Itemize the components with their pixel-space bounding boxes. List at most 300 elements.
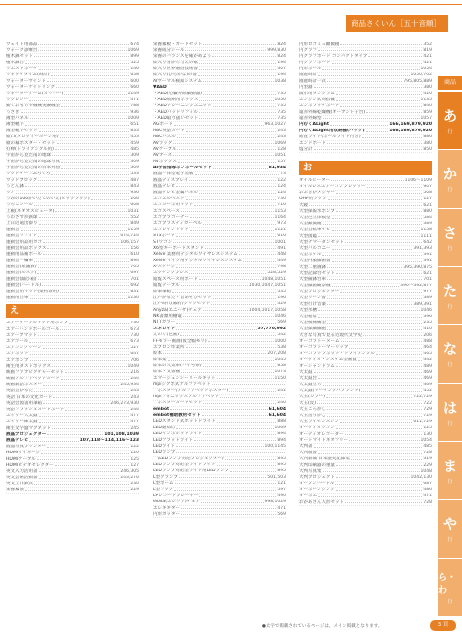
- dot-leader: [332, 63, 423, 64]
- index-entry-name: 遠赤外線乾燥機(オーブント子台): [299, 110, 366, 115]
- dot-leader: [199, 279, 261, 280]
- index-column-1: [6, 42, 139, 494]
- index-entry-page: 1045: [274, 357, 286, 363]
- index-entry-name: 大型顕微鏡: [299, 221, 322, 227]
- dot-leader: [51, 174, 129, 175]
- dot-leader: [199, 118, 276, 119]
- dot-leader: [368, 56, 422, 57]
- index-entry[interactable]: [153, 512, 286, 518]
- kana-tab-suffix: 行: [447, 479, 453, 486]
- index-entry-name: 歌の幕ポスター・セット: [6, 141, 56, 146]
- index-entry-page: 61,604: [268, 413, 286, 418]
- index-entry-name: 大型粘着: [299, 314, 317, 319]
- dot-leader: [189, 180, 276, 181]
- index-entry-page: 1054: [420, 438, 432, 443]
- index-entry-name: エアーテーブルマット用ボンプ: [6, 320, 69, 326]
- dot-leader: [172, 292, 276, 293]
- index-entry-name: ST3ボード: [153, 233, 175, 239]
- dot-leader: [176, 428, 273, 429]
- dot-leader: [199, 496, 276, 497]
- index-entry-name: 運動会用品用カゴ: [6, 240, 42, 245]
- dot-leader: [340, 422, 412, 423]
- dot-leader: [57, 143, 130, 144]
- index-entry-name: 運動会: [6, 227, 20, 233]
- dot-leader: [322, 255, 422, 256]
- index-entry-name: 運動用品補ボール: [6, 252, 42, 257]
- dot-leader: [239, 254, 277, 255]
- index-entry-name: ウッドブロック: [6, 178, 38, 183]
- dot-leader: [53, 397, 129, 398]
- index-entry-page: 166,169,879,920: [389, 122, 432, 127]
- dot-leader: [39, 224, 130, 225]
- dot-leader: [367, 187, 423, 188]
- dot-leader: [56, 87, 129, 88]
- index-entry-page: 525: [130, 60, 139, 66]
- dot-leader: [225, 459, 277, 460]
- index-entry-page: 1073: [274, 369, 286, 375]
- index-entry-page: 243: [130, 395, 139, 400]
- index-entry-page: 858: [277, 363, 286, 369]
- index-entry-name: 大玉ライセンスシン: [299, 419, 339, 425]
- index-entry-page: 477: [130, 419, 139, 425]
- dot-leader: [327, 329, 422, 330]
- kana-tab[interactable]: [438, 384, 462, 442]
- index-entry-name: 液晶テレビ金属パネル: [153, 190, 198, 195]
- kana-tab[interactable]: [438, 209, 462, 267]
- index-entry-name: HDMIケーブル: [6, 457, 36, 462]
- index-entry-name: オイルレスエアーコンプレッサー: [299, 184, 366, 190]
- dot-leader: [177, 137, 277, 138]
- index-entry-name: オーシャンドラム: [299, 364, 335, 369]
- dot-leader: [21, 112, 130, 113]
- dot-leader: [336, 477, 410, 478]
- index-column-3: [299, 42, 432, 506]
- index-entry-page: 246,273,930: [110, 401, 139, 406]
- index-entry-page: 999,830: [267, 48, 286, 53]
- index-entry-page: 824: [277, 54, 286, 59]
- dot-leader: [38, 180, 129, 181]
- index-entry-name: 栄養成分シール: [153, 48, 185, 53]
- index-entry-name: 液晶写真プリンター: [6, 444, 47, 450]
- index-entry-name: 英文芸術活動書: [6, 475, 38, 481]
- dot-leader: [217, 422, 277, 423]
- dot-leader: [318, 317, 422, 318]
- index-entry-name: LEDスタンド式ホットドライト: [153, 419, 216, 424]
- index-entry-name: オーゴラトーヌーム: [299, 339, 340, 344]
- kana-tab-char: さ: [443, 225, 457, 242]
- index-entry-name: 運動会(踊び箱): [6, 277, 37, 282]
- index-entry-page: 701: [130, 277, 139, 282]
- index-entry-name: HDMIビデオセレクター: [6, 463, 54, 468]
- dot-leader: [60, 329, 129, 330]
- sidebar-label: 商品: [438, 76, 462, 90]
- index-entry-page: 1051: [274, 153, 286, 158]
- index-entry-name: 液晶テレビ: [6, 438, 29, 443]
- index-entry-name: elova(エレヴァ)チェア: [153, 499, 201, 505]
- index-entry-page: 380: [423, 141, 432, 146]
- index-entry-page: 245,934: [120, 382, 139, 388]
- dot-leader: [34, 261, 129, 262]
- index-entry-page: 101,108,1039: [104, 432, 139, 437]
- index-entry-name: 大きな写真で見る近現代文学史: [299, 333, 362, 338]
- index-entry-page: 61,604: [268, 407, 286, 412]
- dot-leader: [336, 273, 422, 274]
- dot-leader: [30, 354, 130, 355]
- dot-leader: [318, 378, 422, 379]
- index-entry-page: 244: [130, 376, 139, 382]
- dot-leader: [327, 298, 422, 299]
- dot-leader: [186, 131, 277, 132]
- index-entry-page: 788: [130, 103, 139, 109]
- dot-leader: [38, 50, 126, 51]
- index-entry-name: 大型ボテル: [299, 252, 322, 258]
- index-entry-page: 894: [277, 431, 286, 437]
- index-entry[interactable]: [6, 488, 139, 494]
- index-entry-name: ウェイト用部品: [6, 42, 38, 47]
- dot-leader: [39, 422, 130, 423]
- index-entry-page: 888: [277, 419, 286, 424]
- index-entry-page: 230: [130, 481, 139, 487]
- kana-tab-char: ま: [443, 459, 457, 476]
- index-entry-page: 687: [423, 481, 432, 487]
- index-entry-page: 651: [130, 122, 139, 127]
- index-entry-name: L型フック: [153, 487, 174, 492]
- dot-leader: [183, 316, 274, 317]
- dot-leader: [341, 341, 423, 342]
- dot-leader: [30, 118, 127, 119]
- dot-leader: [39, 131, 130, 132]
- index-entry-name: 大玉ころがし: [299, 407, 326, 412]
- index-entry-page: 621: [423, 203, 432, 208]
- dot-leader: [185, 50, 266, 51]
- index-entry-name: 大型備鉢台車: [299, 277, 326, 282]
- index-entry-page: 569: [277, 320, 286, 325]
- dot-leader: [213, 168, 268, 169]
- dot-leader: [174, 490, 276, 491]
- index-entry-page: 692: [130, 283, 139, 288]
- index-entry-page: 229: [130, 487, 139, 493]
- index-entry-name: 大太鼓台: [299, 376, 317, 381]
- dot-leader: [361, 391, 422, 392]
- index-entry-name: AVボックス: [153, 159, 177, 165]
- dot-leader: [190, 230, 274, 231]
- index-entry-name: 絵筆筆箱: [153, 289, 171, 294]
- dot-leader: [332, 218, 423, 219]
- index-entry-name: 薄型パネル: [6, 116, 29, 121]
- dot-leader: [52, 428, 129, 429]
- index-entry-page: 569: [277, 512, 286, 517]
- kana-tab[interactable]: [438, 442, 462, 500]
- index-entry-page: 527: [130, 345, 139, 351]
- index-entry-page: 1069: [274, 425, 286, 431]
- index-entry-page: 1048: [420, 469, 432, 474]
- index-entry-name: ABC英語カード: [153, 128, 185, 134]
- index-entry-page: 206: [423, 333, 432, 338]
- index-entry-page: 973: [277, 221, 286, 226]
- index-entry-name: うどん鉢: [6, 184, 24, 189]
- index-entry-page: 538: [277, 345, 286, 350]
- dot-leader: [199, 112, 276, 113]
- index-entry-name: 上日辺竜出掛り: [6, 221, 38, 226]
- index-entry-page: 319: [423, 456, 432, 462]
- dot-leader: [61, 379, 130, 380]
- dot-leader: [34, 484, 129, 485]
- index-entry-page: 469: [423, 376, 432, 381]
- section-heading: え: [6, 304, 139, 318]
- index-entry-name: 運動会(ハードル): [6, 283, 42, 288]
- index-entry-page: 610: [130, 252, 139, 257]
- index-entry-name: 絵本架: [153, 357, 167, 363]
- dot-leader: [220, 397, 285, 398]
- index-entry-name: 塩分計: [299, 147, 313, 152]
- index-entry-page: 533: [130, 171, 139, 177]
- dot-leader: [314, 149, 423, 150]
- index-entry-page: 894: [277, 438, 286, 443]
- index-entry-name: エイサー大太鼓: [6, 413, 38, 419]
- index-entry-page: 130: [423, 432, 432, 437]
- index-entry-page: 735: [277, 110, 286, 115]
- index-entry-name: 大鏡: [299, 203, 308, 208]
- dot-leader: [327, 323, 422, 324]
- index-entry-page: 453: [130, 134, 139, 140]
- dot-leader: [65, 372, 129, 373]
- index-entry-name: 大太鼓: [299, 370, 313, 375]
- index-entry-page: 1004,1017,1058: [248, 308, 286, 313]
- dot-leader: [181, 372, 274, 373]
- dot-leader: [327, 143, 422, 144]
- index-entry-page: 1050,702: [410, 72, 432, 78]
- kana-tab-char: な: [443, 342, 457, 359]
- index-entry-name: 大判新聞 日本歴史記録集: [299, 456, 350, 462]
- index-subheading-label: ▼AED: [153, 85, 167, 90]
- kana-tab[interactable]: [438, 150, 462, 208]
- dot-leader: [336, 100, 420, 101]
- index-entry-page: 963,1027: [264, 122, 286, 127]
- dot-leader: [203, 81, 274, 82]
- index-entry-name: 大型二重画鉢: [299, 265, 326, 270]
- dot-leader: [349, 348, 422, 349]
- index-entry-page: 391: [423, 258, 432, 264]
- dot-leader: [217, 465, 277, 466]
- dot-leader: [34, 391, 129, 392]
- index-entry-page: 735: [277, 91, 286, 96]
- index-entry-name: 絵本: [153, 351, 162, 356]
- index-entry-name: ウォーターサインド: [6, 79, 47, 84]
- index-entry-page: 489: [423, 364, 432, 369]
- kana-tab-char: あ: [443, 109, 457, 126]
- index-entry-name: 円グラフボード: [299, 60, 331, 66]
- dot-leader: [340, 292, 422, 293]
- dot-leader: [336, 193, 422, 194]
- dot-leader: [38, 236, 119, 237]
- index-entry-name: ・AEDトレーニングユニット: [153, 103, 212, 109]
- index-entry-name: embot: [153, 407, 170, 412]
- index-entry-page: 420: [423, 91, 432, 96]
- dot-leader: [336, 465, 422, 466]
- index-entry-page: 730: [130, 333, 139, 338]
- dot-leader: [181, 285, 248, 286]
- dot-leader: [163, 353, 266, 354]
- index-entry-page: 833: [130, 128, 139, 134]
- index-entry-page: 729: [423, 407, 432, 412]
- index-entry-page: 471: [130, 97, 139, 103]
- index-entry-name: 大判印刷器の重量: [299, 463, 335, 468]
- dot-leader: [217, 378, 274, 379]
- index-entry-page: 1159: [127, 227, 139, 233]
- kana-tab[interactable]: [438, 559, 462, 617]
- index-entry-name: 薄型靴下: [6, 122, 24, 127]
- index-entry-name: 動くおもちゃ機械実験機型: [6, 103, 60, 109]
- index-entry-page: 124: [277, 190, 286, 195]
- index-entry-name: 大型緑細細胞: [299, 326, 326, 332]
- index-entry-page: 486: [423, 487, 432, 493]
- index-entry-page: 895: [277, 456, 286, 462]
- dot-leader: [362, 137, 423, 138]
- index-entry-name: 大型バルコニー: [299, 246, 331, 251]
- kana-tab[interactable]: [438, 500, 462, 558]
- index-entry-name: エンドボード: [299, 141, 326, 146]
- index-entry-name: 運動会リフィト: [6, 233, 38, 239]
- index-entry-page: 880: [423, 209, 432, 214]
- index-entry-name: 園庭時計一式: [299, 79, 326, 84]
- dot-leader: [229, 391, 276, 392]
- index-entry-name: エンジン式刈払機: [299, 97, 335, 103]
- kana-tab[interactable]: [438, 92, 462, 150]
- index-entry-name: 江戸かるた・昔あそびセット: [153, 295, 212, 301]
- index-entry-page: 124: [277, 184, 286, 189]
- dot-leader: [52, 155, 129, 156]
- index-entry-name: ・AED取り扱いセット: [153, 116, 199, 121]
- top-rule: [0, 4, 462, 5]
- index-entry-name: 円むくALight用収納棚(バッグ): [299, 128, 365, 134]
- index-entry-name: エアボット: [6, 351, 29, 357]
- index-entry-page: 584: [423, 215, 432, 220]
- index-entry-page: 894: [130, 258, 139, 264]
- dot-leader: [61, 168, 129, 169]
- index-entry-name: 液晶一体型電子黒板: [153, 171, 194, 177]
- index-entry-name: エアーブマット: [6, 333, 37, 338]
- dot-leader: [345, 242, 422, 243]
- dot-leader: [181, 514, 276, 515]
- index-entry-page: 243,276: [120, 475, 139, 481]
- index-entry-name: 絵入り世界通信技術書: [153, 66, 198, 72]
- index-entry-page: 616: [277, 233, 286, 239]
- index-entry-name: 栄養素板・カードセット: [153, 42, 203, 47]
- dot-leader: [332, 249, 413, 250]
- index-entry-name: オートマイトネオフリー: [299, 438, 349, 443]
- index-entry-name: Ai学習指導ボンボールセット: [153, 165, 212, 171]
- index-entry-page: 471: [423, 493, 432, 499]
- index-entry-name: 閲覧スペース用ボード: [153, 277, 198, 282]
- index-entry-name: AVラック: [153, 141, 173, 146]
- index-entry-name: mpiフォニックスアルファベット: [153, 394, 220, 400]
- index-entry-page: 1135: [420, 97, 432, 103]
- kana-tab[interactable]: [438, 267, 462, 325]
- index-entry-page: 194: [277, 72, 286, 78]
- index-entry-page: 886: [423, 134, 432, 140]
- dot-leader: [340, 106, 422, 107]
- index-entry[interactable]: [6, 296, 139, 302]
- index-entry-page: 485: [130, 147, 139, 152]
- index-entry-page: 146: [130, 66, 139, 72]
- index-header: 商品さくいん［五十音順］: [346, 15, 448, 32]
- index-entry-page: 824: [277, 42, 286, 47]
- dot-leader: [211, 304, 276, 305]
- dot-leader: [170, 409, 267, 410]
- index-entry-name: 英語会図書用筆箱: [6, 401, 42, 406]
- dot-leader: [327, 304, 412, 305]
- dot-leader: [332, 286, 400, 287]
- index-entry-page: 194: [277, 60, 286, 66]
- index-entry-page: 508: [423, 190, 432, 196]
- dot-leader: [345, 502, 422, 503]
- index-entry[interactable]: [299, 500, 432, 506]
- index-entry-name: Xelve マイク用デジタルワイヤレスシステム: [153, 258, 243, 264]
- index-entry-name: エアゴール: [6, 339, 29, 344]
- index-entry-name: 江戸時代(幕府)グリクセット: [153, 301, 211, 307]
- index-entry-name: 絵本・文書棚: [153, 369, 180, 375]
- index-entry-page: 240: [277, 400, 286, 406]
- index-entry-page: 196: [277, 295, 286, 301]
- index-entry-page: 998,1029: [264, 499, 286, 505]
- index-entry-name: エプロン作業所: [153, 345, 185, 350]
- index-entry-name: エアポンプ: [6, 358, 29, 363]
- dot-leader: [47, 447, 129, 448]
- index-entry-name: オイルヒーター: [299, 178, 331, 183]
- kana-tab[interactable]: [438, 325, 462, 383]
- dot-leader: [91, 199, 130, 200]
- dot-leader: [202, 415, 268, 416]
- index-entry-name: 大型色立体模型: [299, 215, 331, 220]
- dot-leader: [29, 441, 78, 442]
- index-entry-name: 大判写真集: [299, 469, 322, 474]
- index-entry-page: 705: [130, 264, 139, 270]
- dot-leader: [65, 410, 129, 411]
- index-entry-page: 395,390,875: [403, 265, 432, 270]
- index-entry-name: 大太鼓立ち: [299, 382, 322, 388]
- dot-leader: [327, 81, 402, 82]
- index-entry-name: オーゴラトーマーリップ: [299, 345, 349, 350]
- footer-note: ●太字で掲載されているページは、メイン掲載となります。: [262, 624, 383, 629]
- index-entry-page: 1111: [420, 234, 432, 239]
- index-entry-name: エコエルベスト: [153, 196, 185, 202]
- index-entry-page: 895: [277, 468, 286, 474]
- index-entry-page: 1153: [274, 209, 286, 214]
- index-entry-page: 647: [130, 351, 139, 357]
- kana-tab-suffix: 行: [447, 362, 453, 369]
- dot-leader: [176, 329, 256, 330]
- dot-leader: [336, 94, 423, 95]
- index-entry-name: LED通知灯: [153, 425, 176, 431]
- index-entry-name: 大判プロジェクト: [299, 475, 335, 480]
- dot-leader: [25, 490, 129, 491]
- index-entry-name: エネロイド: [153, 326, 176, 332]
- index-entry-name: 大型模様構型: [299, 320, 326, 326]
- index-entry-page: 166,169,879,920: [389, 128, 432, 134]
- index-entry-name: ウッドチーフふろくろ: [6, 171, 51, 177]
- index-entry-name: エアコンクリーン: [6, 345, 42, 351]
- index-entry-page: 235: [423, 320, 432, 326]
- index-entry-name: (LEDランプ対応プロジェクター): [153, 456, 224, 462]
- dot-leader: [29, 342, 129, 343]
- dot-leader: [318, 50, 422, 51]
- index-entry-name: ウォーターケイトリング: [6, 85, 55, 90]
- index-entry-page: 485: [423, 444, 432, 449]
- kana-tab-char: た: [443, 284, 457, 301]
- dot-leader: [173, 242, 273, 243]
- index-entry-name: NK書類用棚篭: [153, 314, 182, 319]
- index-entry-name: 宇宙から見た南の日本列島: [6, 165, 60, 171]
